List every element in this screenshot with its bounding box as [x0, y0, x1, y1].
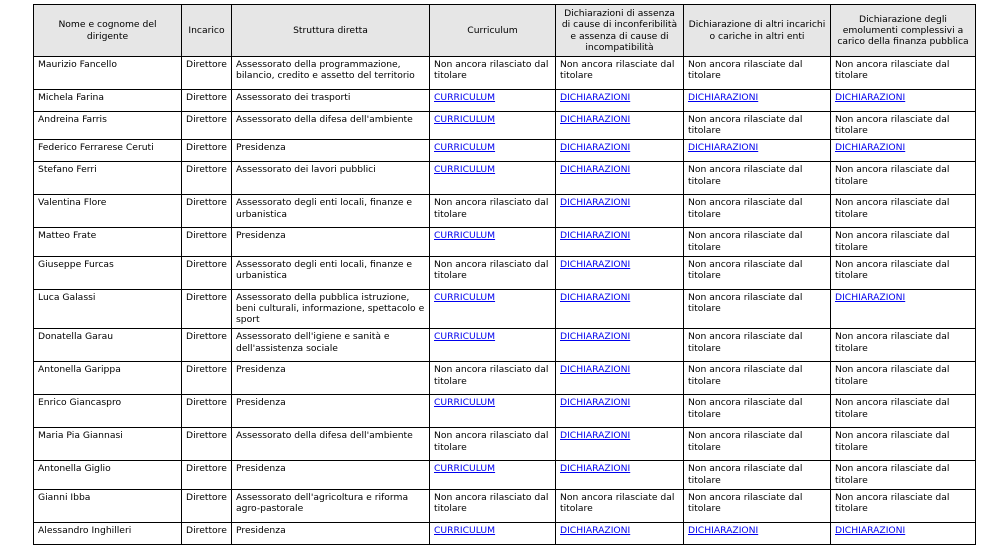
- altri-incarichi-link[interactable]: DICHIARAZIONI: [688, 142, 759, 154]
- cell-altri-incarichi: [684, 140, 831, 162]
- cell-incarico: Direttore: [182, 428, 232, 461]
- cell-struttura: Presidenza: [232, 228, 430, 256]
- cell-inconferibilita: [556, 289, 684, 329]
- cell-emolumenti: Non ancora rilasciate dal titolare: [831, 428, 976, 461]
- inconferibilita-link[interactable]: DICHIARAZIONI: [560, 114, 631, 125]
- curriculum-link[interactable]: CURRICULUM: [434, 92, 496, 103]
- cell-emolumenti: Non ancora rilasciate dal titolare: [831, 461, 976, 489]
- cell-curriculum: Non ancora rilasciato dal titolare: [430, 428, 556, 461]
- cell-emolumenti: Non ancora rilasciate dal titolare: [831, 256, 976, 289]
- dirigenti-table-container: [33, 4, 976, 545]
- cell-incarico: Direttore: [182, 289, 232, 329]
- cell-altri-incarichi: Non ancora rilasciate dal titolare: [684, 395, 831, 428]
- table-body: [34, 57, 976, 545]
- column-header-emolumenti: Dichiarazione degli emolumenti complessivi a carico della finanza pubblica: [831, 5, 976, 57]
- emolumenti-link[interactable]: DICHIARAZIONI: [835, 92, 906, 103]
- cell-altri-incarichi: Non ancora rilasciate dal titolare: [684, 489, 831, 522]
- cell-inconferibilita: [556, 162, 684, 195]
- cell-curriculum: [430, 289, 556, 329]
- inconferibilita-link[interactable]: DICHIARAZIONI: [560, 291, 631, 303]
- cell-altri-incarichi: Non ancora rilasciate dal titolare: [684, 256, 831, 289]
- cell-nome: Alessandro Inghilleri: [34, 522, 182, 544]
- table-row: [34, 395, 976, 428]
- inconferibilita-link[interactable]: DICHIARAZIONI: [560, 397, 631, 409]
- cell-incarico: Direttore: [182, 112, 232, 140]
- cell-curriculum: [430, 228, 556, 256]
- cell-nome: Stefano Ferri: [34, 162, 182, 195]
- cell-altri-incarichi: Non ancora rilasciate dal titolare: [684, 57, 831, 90]
- cell-curriculum: [430, 90, 556, 112]
- cell-struttura: Assessorato degli enti locali, finanze e urbanistica: [232, 195, 430, 228]
- cell-inconferibilita: Non ancora rilasciate dal titolare: [556, 489, 684, 522]
- cell-altri-incarichi: Non ancora rilasciate dal titolare: [684, 112, 831, 140]
- cell-inconferibilita: [556, 362, 684, 395]
- cell-struttura: Assessorato della pubblica istruzione, beni culturali, informazione, spettacolo e sport: [232, 289, 430, 329]
- curriculum-link[interactable]: CURRICULUM: [434, 331, 496, 343]
- cell-altri-incarichi: Non ancora rilasciate dal titolare: [684, 228, 831, 256]
- dirigenti-table: [33, 4, 976, 545]
- cell-struttura: Presidenza: [232, 395, 430, 428]
- cell-incarico: Direttore: [182, 256, 232, 289]
- curriculum-link[interactable]: CURRICULUM: [434, 463, 496, 475]
- cell-curriculum: Non ancora rilasciato dal titolare: [430, 256, 556, 289]
- cell-incarico: Direttore: [182, 57, 232, 90]
- table-row: [34, 428, 976, 461]
- cell-nome: Michela Farina: [34, 90, 182, 112]
- inconferibilita-link[interactable]: DICHIARAZIONI: [560, 230, 631, 242]
- cell-nome: Andreina Farris: [34, 112, 182, 140]
- inconferibilita-link[interactable]: DICHIARAZIONI: [560, 430, 631, 442]
- cell-inconferibilita: [556, 256, 684, 289]
- cell-nome: Federico Ferrarese Ceruti: [34, 140, 182, 162]
- cell-inconferibilita: [556, 195, 684, 228]
- cell-inconferibilita: [556, 461, 684, 489]
- cell-emolumenti: Non ancora rilasciate dal titolare: [831, 228, 976, 256]
- cell-struttura: Assessorato della difesa dell'ambiente: [232, 428, 430, 461]
- cell-emolumenti: [831, 522, 976, 544]
- curriculum-link[interactable]: CURRICULUM: [434, 230, 496, 242]
- cell-struttura: Presidenza: [232, 522, 430, 544]
- cell-incarico: Direttore: [182, 461, 232, 489]
- cell-altri-incarichi: [684, 522, 831, 544]
- cell-incarico: Direttore: [182, 90, 232, 112]
- cell-struttura: Assessorato dei trasporti: [232, 90, 430, 112]
- cell-incarico: Direttore: [182, 140, 232, 162]
- cell-nome: Enrico Giancaspro: [34, 395, 182, 428]
- cell-inconferibilita: [556, 428, 684, 461]
- cell-inconferibilita: [556, 228, 684, 256]
- cell-curriculum: [430, 162, 556, 195]
- cell-emolumenti: [831, 140, 976, 162]
- column-header-altri-incarichi: Dichiarazione di altri incarichi o cariche in altri enti: [684, 5, 831, 57]
- cell-altri-incarichi: Non ancora rilasciate dal titolare: [684, 329, 831, 362]
- cell-emolumenti: [831, 289, 976, 329]
- table-row: [34, 329, 976, 362]
- curriculum-link[interactable]: CURRICULUM: [434, 397, 496, 409]
- table-row: [34, 289, 976, 329]
- cell-inconferibilita: [556, 395, 684, 428]
- cell-altri-incarichi: [684, 90, 831, 112]
- emolumenti-link[interactable]: DICHIARAZIONI: [835, 291, 906, 303]
- cell-incarico: Direttore: [182, 395, 232, 428]
- table-row: [34, 362, 976, 395]
- inconferibilita-link[interactable]: DICHIARAZIONI: [560, 142, 631, 154]
- cell-nome: Valentina Flore: [34, 195, 182, 228]
- cell-altri-incarichi: Non ancora rilasciate dal titolare: [684, 461, 831, 489]
- curriculum-link[interactable]: CURRICULUM: [434, 164, 496, 176]
- table-row: [34, 256, 976, 289]
- inconferibilita-link[interactable]: DICHIARAZIONI: [560, 364, 631, 376]
- cell-emolumenti: Non ancora rilasciate dal titolare: [831, 195, 976, 228]
- column-header-incarico: Incarico: [182, 5, 232, 57]
- cell-struttura: Presidenza: [232, 461, 430, 489]
- cell-nome: Donatella Garau: [34, 329, 182, 362]
- cell-struttura: Assessorato dell'igiene e sanità e dell'assistenza sociale: [232, 329, 430, 362]
- cell-struttura: Presidenza: [232, 140, 430, 162]
- inconferibilita-link[interactable]: DICHIARAZIONI: [560, 197, 631, 209]
- curriculum-link[interactable]: CURRICULUM: [434, 524, 496, 536]
- table-row: [34, 90, 976, 112]
- curriculum-link[interactable]: CURRICULUM: [434, 142, 496, 154]
- cell-emolumenti: Non ancora rilasciate dal titolare: [831, 162, 976, 195]
- cell-curriculum: [430, 522, 556, 544]
- cell-incarico: Direttore: [182, 162, 232, 195]
- cell-altri-incarichi: Non ancora rilasciate dal titolare: [684, 362, 831, 395]
- cell-incarico: Direttore: [182, 489, 232, 522]
- emolumenti-link[interactable]: DICHIARAZIONI: [835, 142, 906, 154]
- cell-struttura: Assessorato dell'agricoltura e riforma agro-pastorale: [232, 489, 430, 522]
- cell-incarico: Direttore: [182, 228, 232, 256]
- altri-incarichi-link[interactable]: DICHIARAZIONI: [688, 92, 759, 103]
- cell-curriculum: Non ancora rilasciato dal titolare: [430, 57, 556, 90]
- cell-altri-incarichi: Non ancora rilasciate dal titolare: [684, 162, 831, 195]
- inconferibilita-link[interactable]: DICHIARAZIONI: [560, 463, 631, 475]
- cell-curriculum: [430, 461, 556, 489]
- cell-curriculum: Non ancora rilasciato dal titolare: [430, 489, 556, 522]
- table-row: [34, 228, 976, 256]
- table-row: [34, 195, 976, 228]
- table-row: [34, 461, 976, 489]
- table-row: [34, 522, 976, 544]
- cell-nome: Luca Galassi: [34, 289, 182, 329]
- cell-emolumenti: Non ancora rilasciate dal titolare: [831, 112, 976, 140]
- column-header-struttura: Struttura diretta: [232, 5, 430, 57]
- cell-curriculum: [430, 329, 556, 362]
- table-row: [34, 489, 976, 522]
- table-row: [34, 57, 976, 90]
- cell-inconferibilita: [556, 90, 684, 112]
- cell-emolumenti: Non ancora rilasciate dal titolare: [831, 489, 976, 522]
- cell-struttura: Assessorato della programmazione, bilancio, credito e assetto del territorio: [232, 57, 430, 90]
- table-header-row: [34, 5, 976, 57]
- table-row: [34, 112, 976, 140]
- cell-struttura: Assessorato della difesa dell'ambiente: [232, 112, 430, 140]
- cell-inconferibilita: [556, 329, 684, 362]
- inconferibilita-link[interactable]: DICHIARAZIONI: [560, 331, 631, 343]
- cell-altri-incarichi: Non ancora rilasciate dal titolare: [684, 289, 831, 329]
- cell-nome: Matteo Frate: [34, 228, 182, 256]
- cell-curriculum: Non ancora rilasciato dal titolare: [430, 362, 556, 395]
- table-row: [34, 140, 976, 162]
- column-header-inconferibilita: Dichiarazioni di assenza di cause di inconferibilità e assenza di cause di incompatibilità: [556, 5, 684, 57]
- cell-curriculum: [430, 395, 556, 428]
- cell-altri-incarichi: Non ancora rilasciate dal titolare: [684, 195, 831, 228]
- cell-emolumenti: Non ancora rilasciate dal titolare: [831, 57, 976, 90]
- inconferibilita-link[interactable]: DICHIARAZIONI: [560, 258, 631, 270]
- column-header-nome: Nome e cognome del dirigente: [34, 5, 182, 57]
- cell-inconferibilita: [556, 522, 684, 544]
- emolumenti-link[interactable]: DICHIARAZIONI: [835, 524, 906, 536]
- cell-struttura: Assessorato dei lavori pubblici: [232, 162, 430, 195]
- cell-nome: Antonella Giglio: [34, 461, 182, 489]
- cell-inconferibilita: Non ancora rilasciate dal titolare: [556, 57, 684, 90]
- cell-curriculum: [430, 140, 556, 162]
- cell-struttura: Presidenza: [232, 362, 430, 395]
- altri-incarichi-link[interactable]: DICHIARAZIONI: [688, 524, 759, 536]
- cell-emolumenti: [831, 90, 976, 112]
- cell-curriculum: Non ancora rilasciato dal titolare: [430, 195, 556, 228]
- cell-emolumenti: Non ancora rilasciate dal titolare: [831, 362, 976, 395]
- cell-nome: Antonella Garippa: [34, 362, 182, 395]
- inconferibilita-link[interactable]: DICHIARAZIONI: [560, 92, 631, 103]
- cell-curriculum: [430, 112, 556, 140]
- cell-nome: Maria Pia Giannasi: [34, 428, 182, 461]
- curriculum-link[interactable]: CURRICULUM: [434, 114, 496, 125]
- cell-incarico: Direttore: [182, 329, 232, 362]
- cell-incarico: Direttore: [182, 362, 232, 395]
- cell-emolumenti: Non ancora rilasciate dal titolare: [831, 395, 976, 428]
- table-row: [34, 162, 976, 195]
- inconferibilita-link[interactable]: DICHIARAZIONI: [560, 164, 631, 176]
- cell-nome: Gianni Ibba: [34, 489, 182, 522]
- cell-inconferibilita: [556, 112, 684, 140]
- cell-nome: Giuseppe Furcas: [34, 256, 182, 289]
- cell-struttura: Assessorato degli enti locali, finanze e urbanistica: [232, 256, 430, 289]
- cell-emolumenti: Non ancora rilasciate dal titolare: [831, 329, 976, 362]
- curriculum-link[interactable]: CURRICULUM: [434, 291, 496, 303]
- cell-incarico: Direttore: [182, 522, 232, 544]
- column-header-curriculum: Curriculum: [430, 5, 556, 57]
- cell-altri-incarichi: Non ancora rilasciate dal titolare: [684, 428, 831, 461]
- cell-inconferibilita: [556, 140, 684, 162]
- cell-nome: Maurizio Fancello: [34, 57, 182, 90]
- cell-incarico: Direttore: [182, 195, 232, 228]
- inconferibilita-link[interactable]: DICHIARAZIONI: [560, 524, 631, 536]
